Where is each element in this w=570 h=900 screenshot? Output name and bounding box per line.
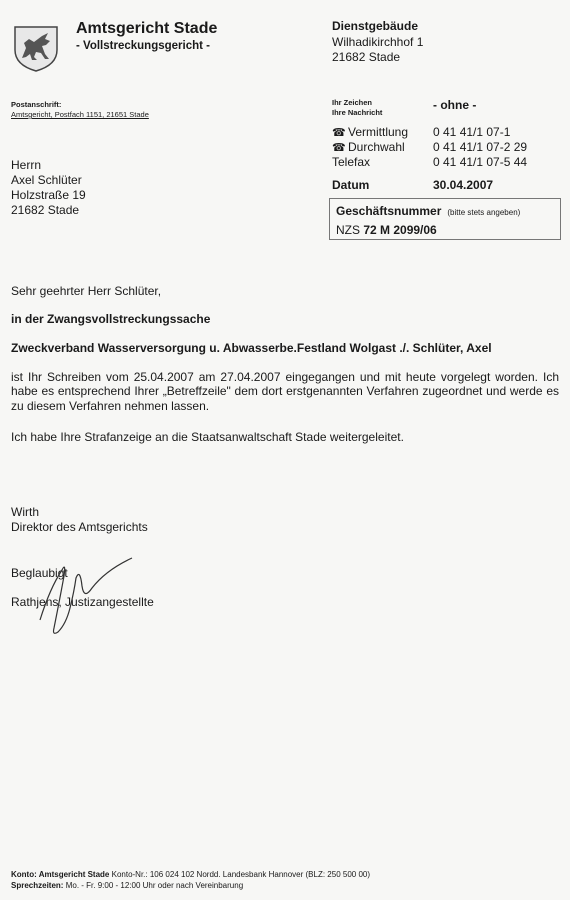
court-division: - Vollstreckungsgericht - (76, 40, 210, 52)
contact-label: Telefax (332, 155, 371, 169)
recipient-line: 21682 Stade (11, 203, 80, 217)
reference-label-line2: Ihre Nachricht (332, 108, 383, 117)
footer-hours (11, 881, 243, 890)
postal-address-label: Postanschrift: (11, 100, 62, 109)
contact-value-direct: 0 41 41/1 07-2 29 (433, 140, 528, 154)
contact-value-fax: 0 41 41/1 07-5 44 (433, 155, 528, 169)
body-paragraph: Ich habe Ihre Strafanzeige an die Staatsanwaltschaft Stade weitergeleitet. (11, 430, 404, 444)
case-number-box (329, 198, 561, 240)
case-number (336, 223, 437, 237)
signer-name: Wirth (11, 505, 39, 519)
reference-label (332, 98, 382, 118)
case-number-value: 72 M 2099/06 (363, 223, 437, 237)
date-label: Datum (332, 178, 370, 192)
signer-title: Direktor des Amtsgerichts (11, 520, 148, 534)
court-name: Amtsgericht Stade (76, 20, 218, 37)
salutation: Sehr geehrter Herr Schlüter, (11, 284, 162, 298)
reference-value: - ohne - (433, 98, 477, 112)
reference-label-line1: Ihr Zeichen (332, 98, 373, 107)
phone-icon: ☎ (332, 127, 346, 139)
case-number-prefix: NZS (336, 223, 360, 237)
footer-account-label: Konto: Amtsgericht Stade (11, 870, 110, 879)
case-number-label (336, 204, 520, 218)
building-street: Wilhadikirchhof 1 (332, 35, 424, 49)
recipient-line: Holzstraße 19 (11, 188, 86, 202)
footer-account (11, 870, 370, 879)
footer-hours-label: Sprechzeiten: (11, 881, 64, 890)
matter-title: Zweckverband Wasserversorgung u. Abwasserbe.Festland Wolgast ./. Schlüter, Axel (11, 341, 492, 355)
clerk-name: Rathjens, Justizangestellte (11, 595, 154, 609)
case-number-label-text: Geschäftsnummer (336, 204, 442, 218)
case-number-hint: (bitte stets angeben) (447, 208, 521, 217)
handwritten-signature (36, 548, 156, 638)
certification-label: Beglaubigt (11, 566, 68, 580)
contact-row-fax (332, 155, 370, 169)
footer-hours-value: Mo. - Fr. 9:00 - 12:00 Uhr oder nach Vereinbarung (65, 881, 244, 890)
postal-address: Amtsgericht, Postfach 1151, 21651 Stade (11, 110, 149, 119)
recipient-line: Herrn (11, 158, 42, 172)
coat-of-arms-horse-icon (12, 24, 60, 72)
phone-icon: ☎ (332, 142, 346, 154)
date-value: 30.04.2007 (433, 178, 494, 192)
contact-row-switchboard (332, 125, 408, 139)
contact-label: Durchwahl (348, 140, 405, 154)
footer-account-value: Konto-Nr.: 106 024 102 Nordd. Landesbank Hannover (BLZ: 250 500 00) (111, 870, 371, 879)
contact-row-direct (332, 140, 405, 154)
recipient-line: Axel Schlüter (11, 173, 82, 187)
contact-value-switchboard: 0 41 41/1 07-1 (433, 125, 511, 139)
building-city: 21682 Stade (332, 50, 401, 64)
body-paragraph: ist Ihr Schreiben vom 25.04.2007 am 27.04.2007 eingegangen und mit heute vorgelegt worden. Ich habe es entsprechend Ihrer „Betreffzeile" dem dort erstgenannten Verfahren zugeordnet und werde es zu diesem Verfahren nehmen lassen. (11, 370, 559, 413)
contact-label: Vermittlung (348, 125, 409, 139)
building-label: Dienstgebäude (332, 19, 419, 33)
matter-intro: in der Zwangsvollstreckungssache (11, 312, 211, 326)
